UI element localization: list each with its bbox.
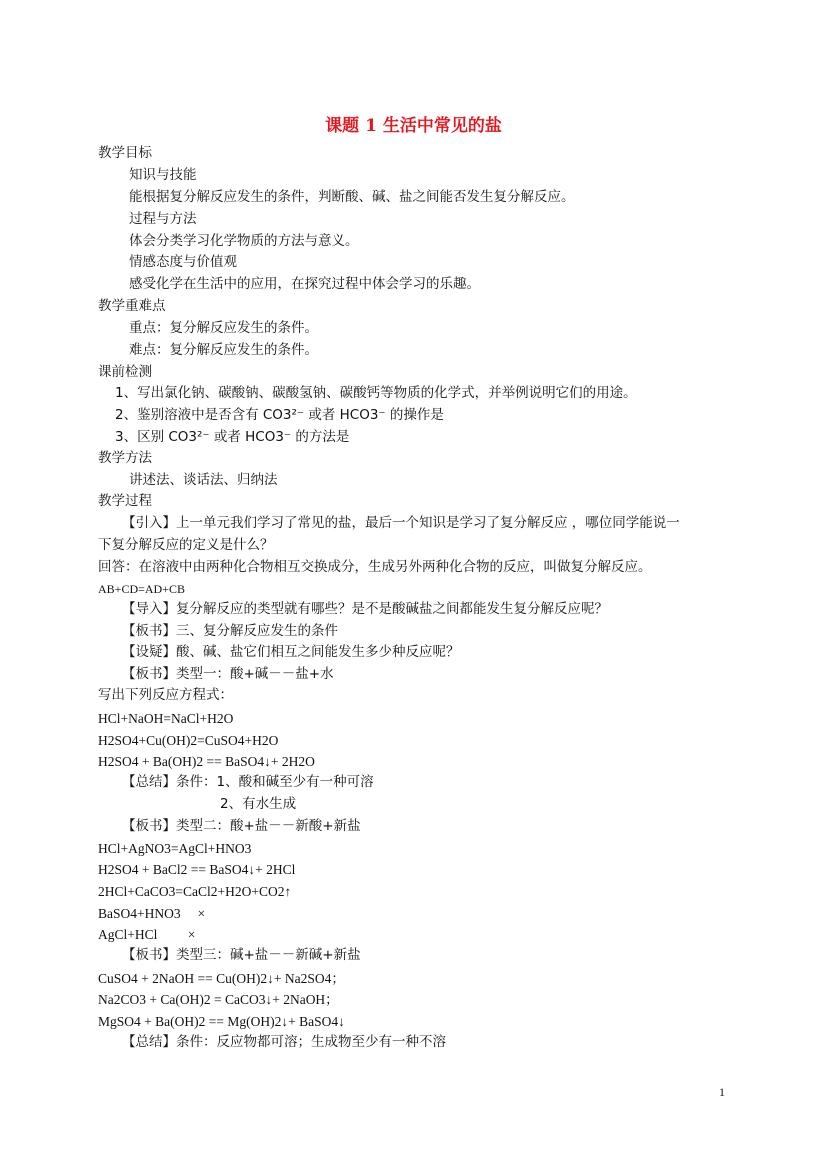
- formula-line: H2SO4 + BaCl2 == BaSO4↓+ 2HCl: [98, 862, 296, 877]
- formula-line: HCl+AgNO3=AgCl+HNO3: [98, 841, 252, 856]
- subheading-process-method: 过程与方法: [129, 211, 197, 227]
- text-line: 讲述法、谈话法、归纳法: [129, 472, 278, 488]
- heading-pre-class-check: 课前检测: [98, 364, 152, 380]
- lesson-title: 课题 1 生活中常见的盐: [325, 116, 502, 136]
- text-line: 1、写出氯化钠、碳酸钠、碳酸氢钠、碳酸钙等物质的化学式，并举例说明它们的用途。: [115, 385, 637, 401]
- text-line: 体会分类学习化学物质的方法与意义。: [129, 233, 359, 249]
- text-line: 感受化学在生活中的应用，在探究过程中体会学习的乐趣。: [129, 276, 480, 292]
- text-line: 【导入】复分解反应的类型就有哪些？是不是酸碱盐之间都能发生复分解反应呢？: [122, 601, 608, 617]
- heading-teaching-process: 教学过程: [98, 493, 152, 509]
- text-line: 【板书】三、复分解反应发生的条件: [122, 623, 338, 639]
- text-line: 重点：复分解反应发生的条件。: [129, 320, 318, 336]
- text-line: 【板书】类型二：酸+盐－－新酸+新盐: [122, 818, 361, 834]
- text-line: 难点：复分解反应发生的条件。: [129, 342, 318, 358]
- formula-line: H2SO4+Cu(OH)2=CuSO4+H2O: [98, 733, 279, 748]
- formula-line: BaSO4+HNO3 ×: [98, 906, 206, 921]
- text-line: 2、鉴别溶液中是否含有 CO3²⁻ 或者 HCO3⁻ 的操作是: [115, 407, 444, 423]
- formula-line: MgSO4 + Ba(OH)2 == Mg(OH)2↓+ BaSO4↓: [98, 1014, 345, 1029]
- subheading-knowledge-skills: 知识与技能: [129, 167, 197, 183]
- text-line: 下复分解反应的定义是什么？: [98, 537, 274, 553]
- formula-line: H2SO4 + Ba(OH)2 == BaSO4↓+ 2H2O: [98, 754, 315, 769]
- formula-line: CuSO4 + 2NaOH == Cu(OH)2↓+ Na2SO4；: [98, 971, 345, 986]
- heading-teaching-objectives: 教学目标: [98, 145, 152, 161]
- formula-line: Na2CO3 + Ca(OH)2 = CaCO3↓+ 2NaOH；: [98, 992, 339, 1007]
- heading-teaching-methods: 教学方法: [98, 450, 152, 466]
- formula-line: AgCl+HCl ×: [98, 927, 196, 942]
- subheading-emotion-values: 情感态度与价值观: [129, 254, 237, 270]
- text-line: 【设疑】酸、碱、盐它们相互之间能发生多少种反应呢？: [122, 644, 460, 660]
- formula-line: HCl+NaOH=NaCl+H2O: [98, 711, 234, 726]
- text-line: 【板书】类型一：酸+碱－－盐+水: [122, 666, 334, 682]
- text-line: 【板书】类型三：碱+盐－－新碱+新盐: [122, 947, 361, 963]
- text-line: 回答：在溶液中由两种化合物相互交换成分，生成另外两种化合物的反应，叫做复分解反应。: [98, 559, 652, 575]
- text-line: 【引入】上一单元我们学习了常见的盐，最后一个知识是学习了复分解反应 ，哪位同学能说一: [122, 515, 680, 531]
- text-line: 3、区别 CO3²⁻ 或者 HCO3⁻ 的方法是: [115, 429, 350, 445]
- text-line: 2、有水生成: [220, 796, 297, 812]
- heading-key-points: 教学重难点: [98, 298, 166, 314]
- formula-line: 2HCl+CaCO3=CaCl2+H2O+CO2↑: [98, 884, 292, 899]
- text-line: 写出下列反应方程式：: [98, 687, 233, 703]
- text-line: 【总结】条件：反应物都可溶；生成物至少有一种不溶: [122, 1034, 446, 1050]
- page-number: 1: [719, 1085, 725, 1099]
- formula-line: AB+CD=AD+CB: [98, 582, 185, 596]
- text-line: 能根据复分解反应发生的条件，判断酸、碱、盐之间能否发生复分解反应。: [129, 189, 575, 205]
- text-line: 【总结】条件：1、酸和碱至少有一种可溶: [122, 774, 374, 790]
